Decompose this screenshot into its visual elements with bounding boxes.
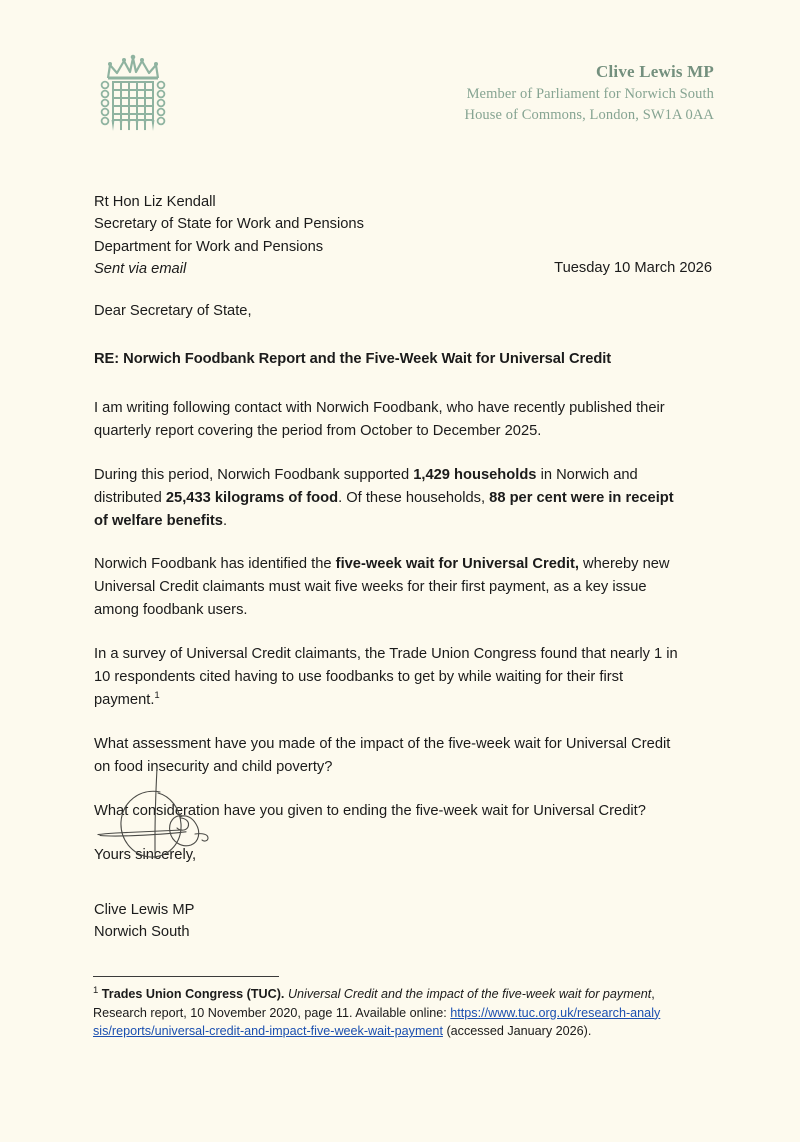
delivery-method: Sent via email xyxy=(94,261,187,278)
recipient-title: Secretary of State for Work and Pensions xyxy=(94,216,364,233)
footnote-accessed-date: (accessed January 2026). xyxy=(442,1024,592,1039)
footnote-source-link[interactable]: https://www.tuc.org.uk/research-analysis/reports/universal-credit-and-impact-five-week-wait-payment xyxy=(93,1005,661,1039)
paragraph-five-week-wait: Norwich Foodbank has identified the five-week wait for Universal Credit, whereby new Universal Credit claimants must wait five weeks for their first payment, as a key issue among foodbank users. xyxy=(94,556,670,619)
stat-food-weight: 25,433 kilograms of food xyxy=(165,489,339,506)
signer-constituency: Norwich South xyxy=(94,924,190,941)
letterhead-address: House of Commons, London, SW1A 0AA xyxy=(464,106,714,123)
stat-benefits-percentage: 88 per cent were in receipt of welfare benefits xyxy=(94,489,674,529)
footnote-marker: 1 xyxy=(93,984,99,996)
salutation: Dear Secretary of State, xyxy=(94,303,252,319)
stat-households: 1,429 households xyxy=(413,466,537,483)
paragraph-intro: I am writing following contact with Norwich Foodbank, who have recently published their quarterly report covering the period from October to December 2025. xyxy=(94,399,665,439)
paragraph-tuc-survey: In a survey of Universal Credit claimants, the Trade Union Congress found that nearly 1 in 10 respondents cited having to use foodbanks to get by while waiting for their first payment.$^1$ xyxy=(94,646,678,709)
paragraph-question-one: What assessment have you made of the impact of the five-week wait for Universal Credit on food insecurity and child poverty? xyxy=(94,735,671,775)
letterhead-contact-block xyxy=(465,60,715,125)
subject-line: RE: Norwich Foodbank Report and the Five-Week Wait for Universal Credit xyxy=(94,350,612,367)
recipient-address-block xyxy=(94,191,364,280)
letterhead xyxy=(88,52,714,144)
footnote-block xyxy=(93,985,663,1041)
recipient-name: Rt Hon Liz Kendall xyxy=(94,194,216,210)
paragraph-question-two: What consideration have you given to ending the five-week wait for Universal Credit? xyxy=(94,802,646,819)
sign-off: Yours sincerely, xyxy=(94,846,197,863)
signature-image xyxy=(96,762,246,882)
footnote-details: , Research report, 10 November 2020, page 11. Available online: xyxy=(93,987,655,1020)
letterhead-name: Clive Lewis MP xyxy=(596,62,714,81)
letter-date: Tuesday 10 March 2026 xyxy=(554,260,712,276)
recipient-department: Department for Work and Pensions xyxy=(94,238,324,255)
signer-name: Clive Lewis MP xyxy=(94,902,195,918)
letterhead-role: Member of Parliament for Norwich South xyxy=(466,86,714,103)
signer-block xyxy=(94,899,194,944)
paragraph-statistics: During this period, Norwich Foodbank supported 1,429 households in Norwich and distributed 25,433 kilograms of food. Of these households, 88 per cent were in receipt of welfare benefits. xyxy=(94,466,674,529)
footnote-divider xyxy=(93,976,279,977)
footnote-title: Universal Credit and the impact of the five-week wait for payment xyxy=(287,987,652,1001)
footnote-reference-marker: 1 xyxy=(154,690,160,702)
footnote-organisation: Trades Union Congress (TUC). xyxy=(101,987,285,1001)
portcullis-icon xyxy=(94,52,172,140)
term-five-week-wait: five-week wait for Universal Credit, xyxy=(335,556,579,573)
